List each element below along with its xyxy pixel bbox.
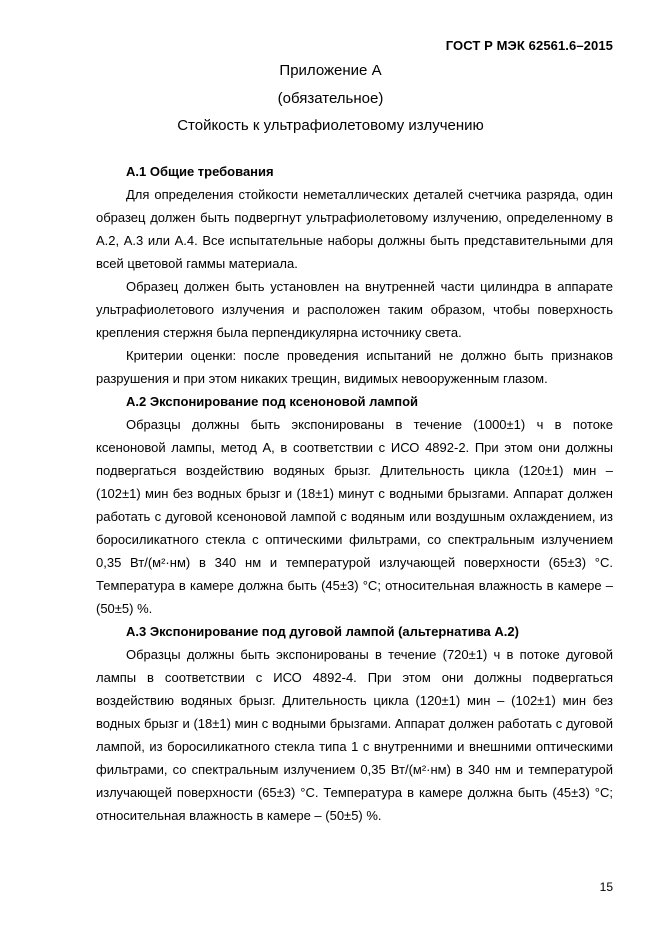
annex-title: Приложение А — [279, 62, 382, 79]
section-heading-a3: А.3 Экспонирование под дуговой лампой (альтернатива А.2) — [126, 624, 519, 639]
paragraph: Образец должен быть установлен на внутренней части цилиндра в аппарате ультрафиолетового излучения и расположен таким образом, чтобы поверхность крепления стержня была перпендикулярна источнику света. — [96, 279, 613, 340]
document-body — [96, 160, 613, 827]
section-heading-a2: А.2 Экспонирование под ксеноновой лампой — [126, 394, 419, 409]
page-number: 15 — [599, 880, 613, 894]
annex-status: (обязательное) — [277, 90, 384, 107]
paragraph: Критерии оценки: после проведения испытаний не должно быть признаков разрушения и при этом никаких трещин, видимых невооруженным глазом. — [96, 348, 613, 386]
paragraph: Образцы должны быть экспонированы в течение (720±1) ч в потоке дуговой лампы в соответствии с ИСО 4892-4. При этом они должны подвергаться воздействию водяных брызг. Длительность цикла (120±1) мин – (102±1) мин без водных брызг и (18±1) мин с водными брызгами. Аппарат должен работать с дуговой лампой, из боросиликатного стекла типа 1 с внутренними и внешними оптическими фильтрами, со спектральным излучением 0,35 Вт/(м²·нм) в 340 нм и температурой излучающей поверхности (65±3) °С. Температура в камере должна быть (45±3) °С; относительная влажность в камере – (50±5) %. — [96, 647, 613, 823]
annex-name: Стойкость к ультрафиолетовому излучению — [177, 117, 484, 134]
document-code: ГОСТ Р МЭК 62561.6–2015 — [445, 38, 613, 53]
paragraph: Образцы должны быть экспонированы в течение (1000±1) ч в потоке ксеноновой лампы, метод А, в соответствии с ИСО 4892-2. При этом они должны подвергаться воздействию водяных брызг. Длительность цикла (120±1) мин – (102±1) мин без водных брызг и (18±1) минут с водными брызгами. Аппарат должен работать с дуговой ксеноновой лампой с водяным или воздушным охлаждением, из боросиликатного стекла с оптическими фильтрами, со спектральным излучением 0,35 Вт/(м²·нм) в 340 нм и температурой излучающей поверхности (65±3) °С. Температура в камере должна быть (45±3) °С; относительная влажность в камере – (50±5) %. — [96, 417, 613, 616]
paragraph: Для определения стойкости неметаллических деталей счетчика разряда, один образец должен быть подвергнут ультрафиолетовому излучению, определенному в А.2, А.3 или А.4. Все испытательные наборы должны быть представительными для всей цветовой гаммы материала. — [96, 187, 613, 271]
section-heading-a1: А.1 Общие требования — [126, 164, 274, 179]
